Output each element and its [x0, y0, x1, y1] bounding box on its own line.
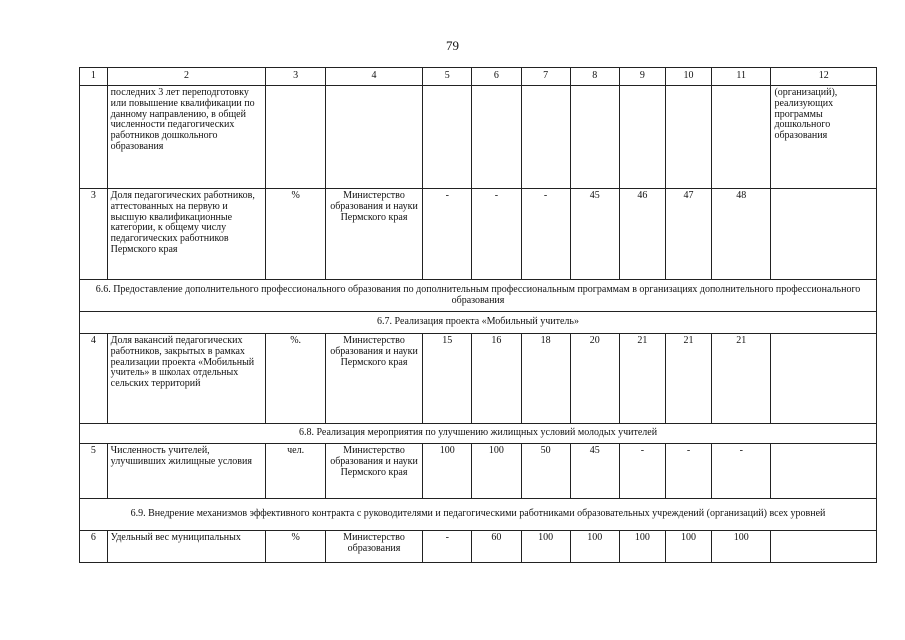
table-row	[80, 86, 877, 189]
table-row	[80, 334, 877, 424]
value-col-10: 21	[665, 334, 711, 424]
row-number: 5	[80, 444, 108, 499]
column-header: 1	[80, 68, 108, 86]
indicator-name: Численность учителей, улучшивших жилищные условия	[107, 444, 266, 499]
column-header: 11	[712, 68, 771, 86]
value-col-8: 100	[570, 531, 619, 563]
responsible-body: Министерство образования и науки Пермского края	[325, 334, 422, 424]
value-col-5: -	[423, 531, 472, 563]
column-number-row	[80, 68, 877, 86]
row-number: 4	[80, 334, 108, 424]
value-col-9: 46	[619, 189, 665, 280]
row-number: 6	[80, 531, 108, 563]
value-col-6: -	[472, 189, 521, 280]
row-number	[80, 86, 108, 189]
unit: %	[266, 189, 325, 280]
section-heading: 6.9. Внедрение механизмов эффективного контракта с руководителями и педагогическими работниками образовательных учреждений (организаций) всех уровней	[80, 499, 877, 531]
unit	[266, 86, 325, 189]
value-col-9: 21	[619, 334, 665, 424]
indicator-name: Доля педагогических работников, аттестованных на первую и высшую квалификационные категории, к общему числу педагогических работников Пермского края	[107, 189, 266, 280]
section-heading: 6.6. Предоставление дополнительного профессионального образования по дополнительным профессиональным программам в организациях дополнительного профессионального образования	[80, 280, 877, 312]
note	[771, 444, 877, 499]
column-header: 7	[521, 68, 570, 86]
note	[771, 531, 877, 563]
value-col-10: 100	[665, 531, 711, 563]
value-col-10: -	[665, 444, 711, 499]
section-heading-row	[80, 280, 877, 312]
value-col-11: -	[712, 444, 771, 499]
table-row	[80, 189, 877, 280]
value-col-11	[712, 86, 771, 189]
value-col-9: 100	[619, 531, 665, 563]
value-col-6: 16	[472, 334, 521, 424]
value-col-7: 100	[521, 531, 570, 563]
column-header: 6	[472, 68, 521, 86]
section-heading-row	[80, 499, 877, 531]
responsible-body: Министерство образования	[325, 531, 422, 563]
column-header: 3	[266, 68, 325, 86]
unit: %	[266, 531, 325, 563]
value-col-10	[665, 86, 711, 189]
responsible-body: Министерство образования и науки Пермского края	[325, 189, 422, 280]
unit: %.	[266, 334, 325, 424]
value-col-5	[423, 86, 472, 189]
value-col-5: 100	[423, 444, 472, 499]
note: (организаций), реализующих программы дошкольного образования	[771, 86, 877, 189]
table-row	[80, 531, 877, 563]
responsible-body: Министерство образования и науки Пермского края	[325, 444, 422, 499]
value-col-7: -	[521, 189, 570, 280]
column-header: 2	[107, 68, 266, 86]
value-col-5: -	[423, 189, 472, 280]
indicator-name: Доля вакансий педагогических работников, закрытых в рамках реализации проекта «Мобильный учитель» в школах отдельных сельских территорий	[107, 334, 266, 424]
value-col-11: 100	[712, 531, 771, 563]
indicator-name: Удельный вес муниципальных	[107, 531, 266, 563]
table-row	[80, 444, 877, 499]
column-header: 12	[771, 68, 877, 86]
column-header: 5	[423, 68, 472, 86]
note	[771, 334, 877, 424]
column-header: 10	[665, 68, 711, 86]
column-header: 9	[619, 68, 665, 86]
section-heading-row	[80, 312, 877, 334]
value-col-9: -	[619, 444, 665, 499]
value-col-11: 21	[712, 334, 771, 424]
column-header: 8	[570, 68, 619, 86]
value-col-8: 45	[570, 189, 619, 280]
value-col-10: 47	[665, 189, 711, 280]
value-col-8: 45	[570, 444, 619, 499]
value-col-8: 20	[570, 334, 619, 424]
value-col-11: 48	[712, 189, 771, 280]
value-col-7	[521, 86, 570, 189]
column-header: 4	[325, 68, 422, 86]
value-col-8	[570, 86, 619, 189]
section-heading: 6.7. Реализация проекта «Мобильный учитель»	[80, 312, 877, 334]
value-col-6	[472, 86, 521, 189]
section-heading: 6.8. Реализация мероприятия по улучшению жилищных условий молодых учителей	[80, 424, 877, 444]
value-col-9	[619, 86, 665, 189]
unit: чел.	[266, 444, 325, 499]
indicator-name: последних 3 лет переподготовку или повышение квалификации по данному направлению, в общей численности педагогических работников дошкольного образования	[107, 86, 266, 189]
value-col-6: 100	[472, 444, 521, 499]
value-col-6: 60	[472, 531, 521, 563]
note	[771, 189, 877, 280]
value-col-7: 50	[521, 444, 570, 499]
value-col-7: 18	[521, 334, 570, 424]
row-number: 3	[80, 189, 108, 280]
section-heading-row	[80, 424, 877, 444]
value-col-5: 15	[423, 334, 472, 424]
responsible-body	[325, 86, 422, 189]
indicators-table	[79, 67, 877, 563]
page-number: 79	[446, 38, 459, 53]
